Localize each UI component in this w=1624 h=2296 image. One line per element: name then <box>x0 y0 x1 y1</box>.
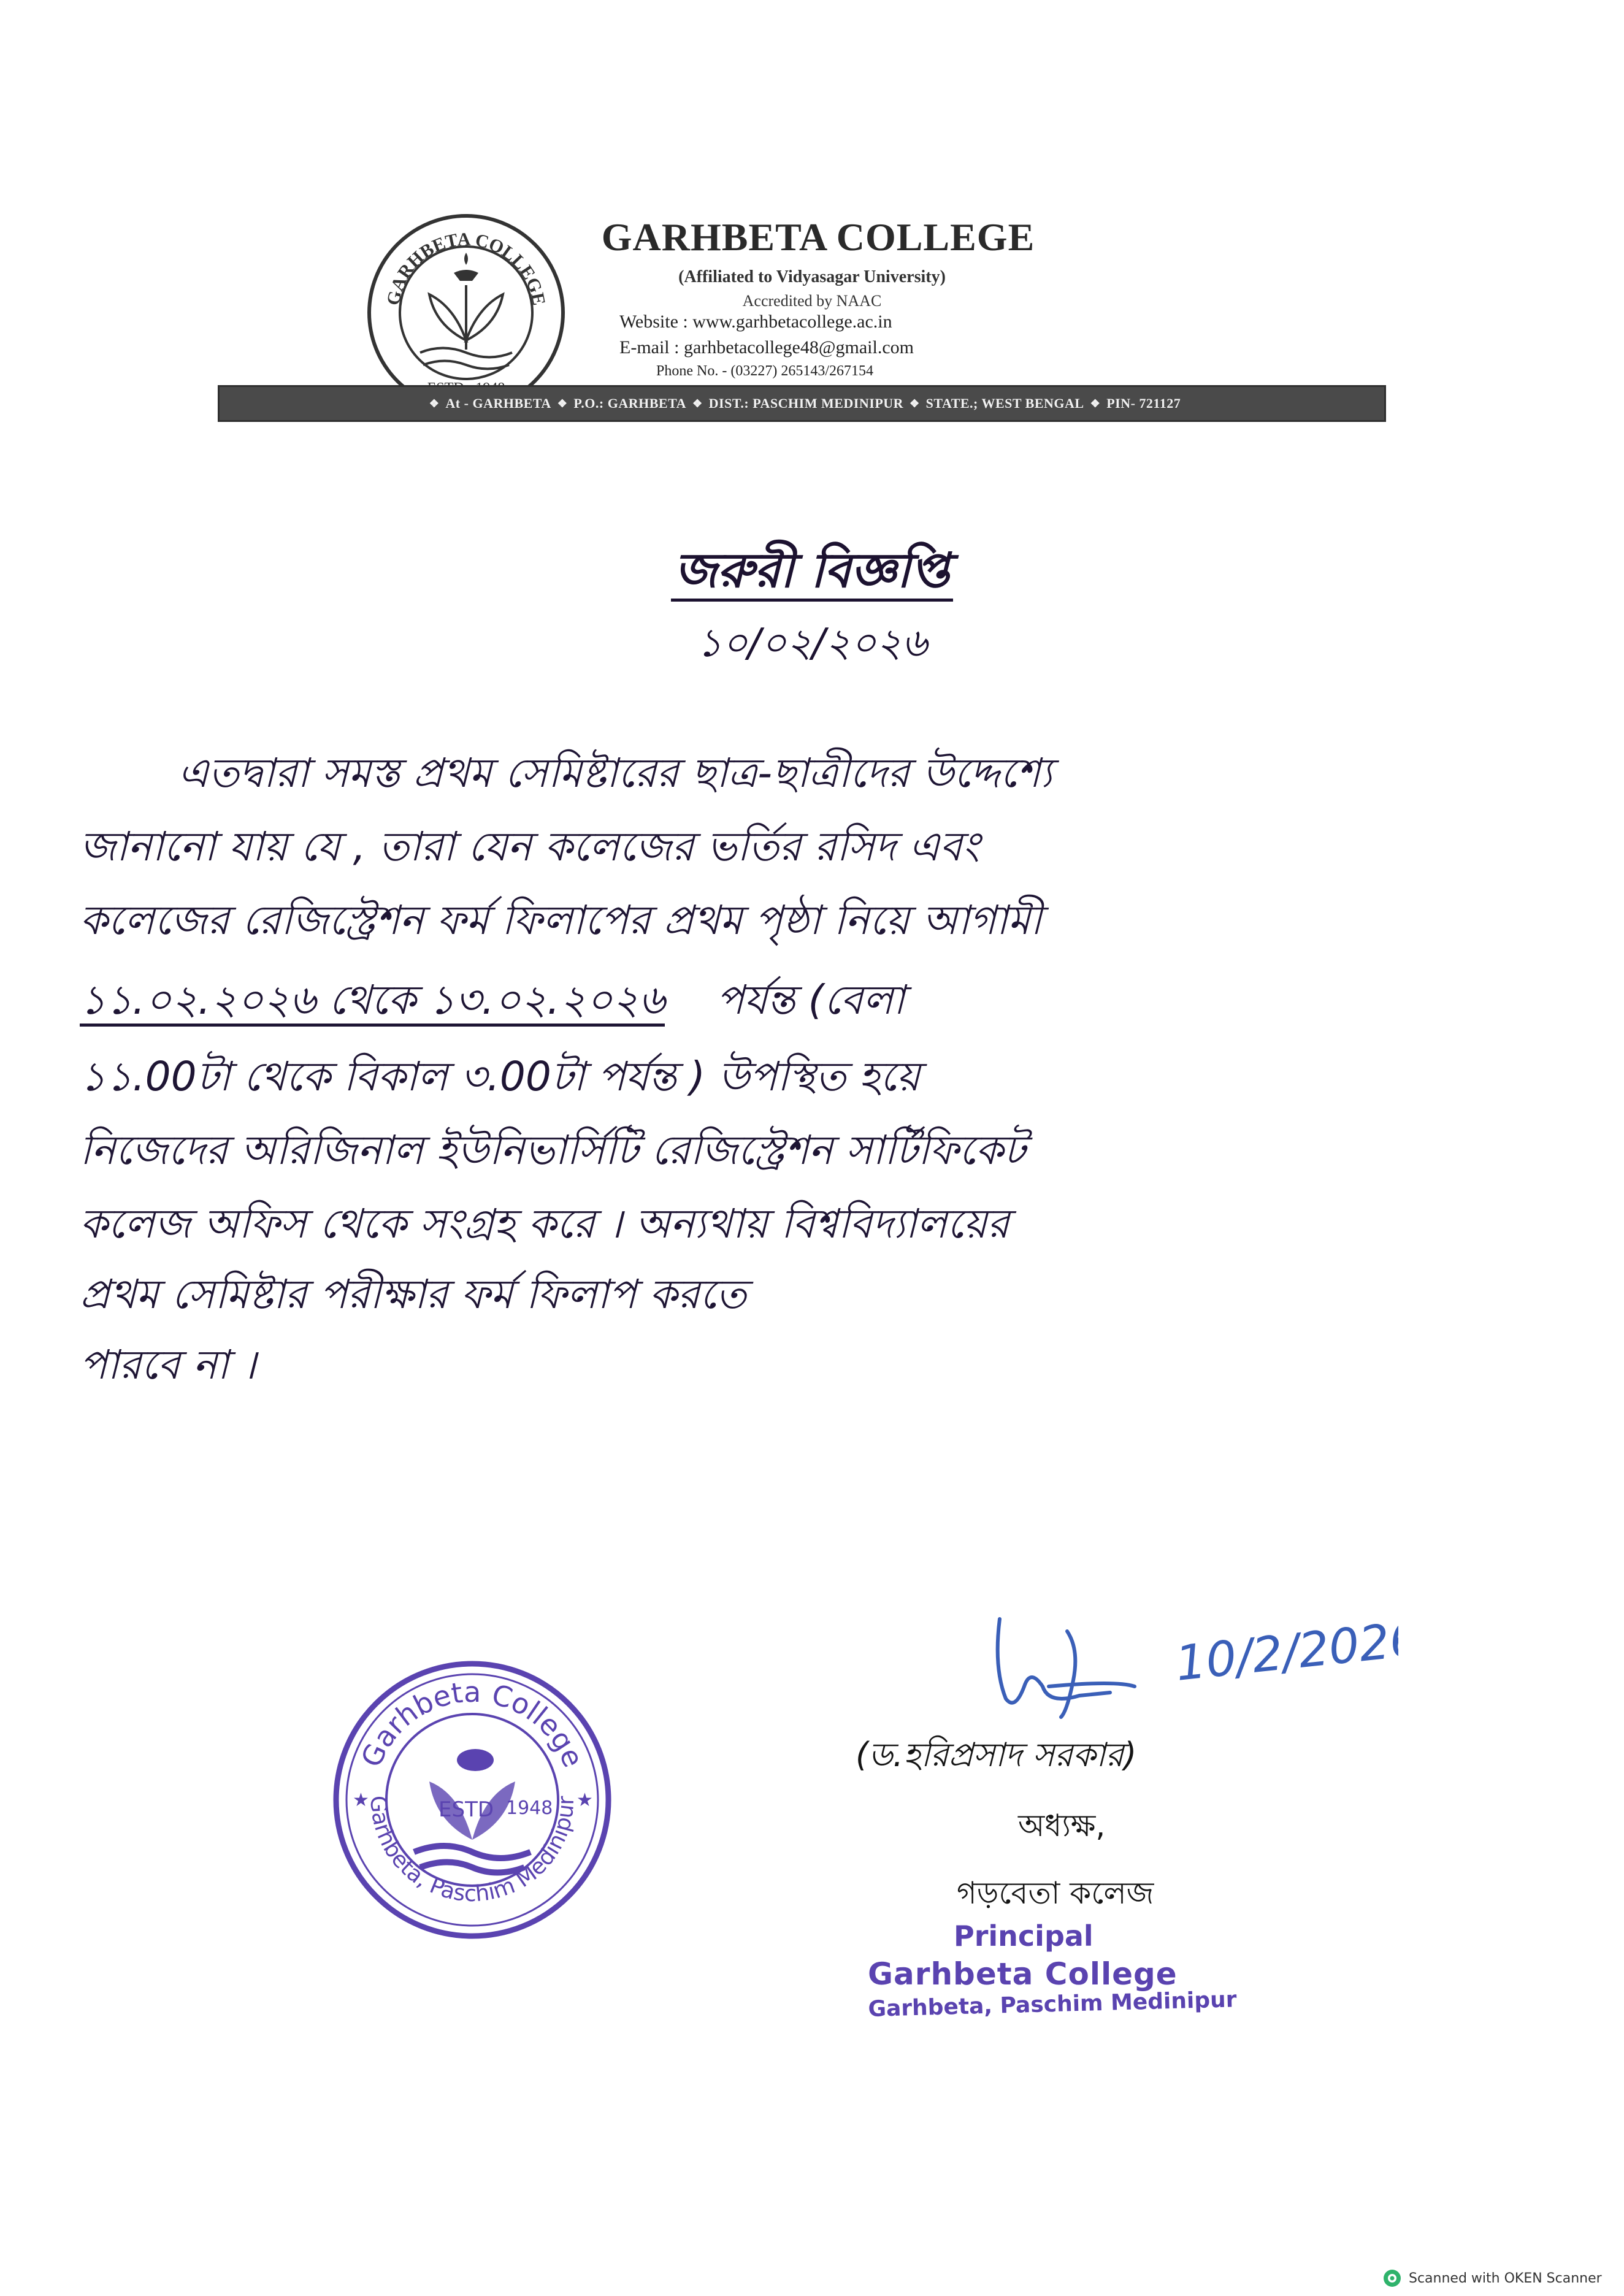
phone-row <box>656 363 873 380</box>
website-row <box>619 312 892 332</box>
date-range: ১১.০২.২০২৬ থেকে ১৩.০২.২০২৬ <box>80 976 665 1027</box>
signatory-name: (ড.হরিপ্রসাদ সরকার) <box>856 1735 1137 1774</box>
notice-body-line: এতদ্বারা সমস্ত প্রথম সেমিষ্টারের ছাত্র-ছাত্রীদের উদ্দেশ্যে <box>178 749 1052 797</box>
address-part: At - GARHBETA <box>445 396 551 411</box>
seal-estd: ESTD <box>439 1797 494 1822</box>
affiliation: (Affiliated to Vidyasagar University) <box>678 267 946 286</box>
notice-title-text: জরুরী বিজ্ঞপ্তি <box>671 543 954 602</box>
diamond-icon: ❖ <box>557 397 568 410</box>
svg-text:★: ★ <box>576 1789 593 1811</box>
email-label: E-mail : <box>619 337 680 358</box>
accreditation: Accredited by NAAC <box>742 292 882 310</box>
notice-body-line <box>80 969 905 1036</box>
college-name: GARHBETA COLLEGE <box>601 215 1035 259</box>
oken-scanner-icon <box>1383 2269 1401 2287</box>
notice-body-line: পারবে না । <box>80 1341 256 1388</box>
principal-stamp-place: Garhbeta, Paschim Medinipur <box>868 1987 1237 2022</box>
principal-stamp-college: Garhbeta College <box>868 1956 1178 1992</box>
notice-body-line: নিজেদের অরিজিনাল ইউনিভার্সিটি রেজিস্ট্রেশন সার্টিফিকেট <box>80 1127 1026 1174</box>
email-row <box>619 337 914 358</box>
notice-body-line: প্রথম সেমিষ্টার পরীক্ষার ফর্ম ফিলাপ করতে <box>80 1271 747 1318</box>
college-name-bengali: গড়বেতা কলেজ <box>957 1875 1154 1911</box>
diamond-icon: ❖ <box>429 397 440 410</box>
phone-label: Phone No. - <box>656 363 727 379</box>
diamond-icon: ❖ <box>1090 397 1101 410</box>
designation-bengali: অধ্যক্ষ, <box>1018 1808 1106 1843</box>
notice-body-line: কলেজের রেজিস্ট্রেশন ফর্ম ফিলাপের প্রথম পৃষ্ঠা নিয়ে আগামী <box>80 897 1042 944</box>
svg-text:Garhbeta College: Garhbeta College <box>354 1675 591 1772</box>
address-part: STATE.; WEST BENGAL <box>925 396 1084 411</box>
notice-body-line: ১১.00টা থেকে বিকাল ৩.00টা পর্যন্ত ) উপস্থিত হয়ে <box>80 1053 921 1100</box>
seal-year: 1948 <box>506 1797 553 1819</box>
principal-stamp-title: Principal <box>954 1919 1094 1953</box>
college-seal <box>328 1656 616 1944</box>
diamond-icon: ❖ <box>910 397 920 410</box>
website-link[interactable]: www.garhbetacollege.ac.in <box>692 312 892 332</box>
notice-date: ১০/০২/২০২৬ <box>697 621 927 666</box>
address-band <box>218 385 1386 422</box>
signature-date: 10/2/2026 <box>1173 1611 1398 1692</box>
svg-text:Garhbeta, Paschim Medinipur: Garhbeta, Paschim Medinipur <box>365 1795 580 1907</box>
website-label: Website : <box>619 312 688 332</box>
scanner-footer <box>1383 2269 1602 2287</box>
phone-number: (03227) 265143/267154 <box>730 363 873 379</box>
handwritten-signature <box>957 1594 1398 1729</box>
notice-body-text: পর্যন্ত (বেলা <box>716 976 905 1024</box>
svg-text:GARHBETA COLLEGE: GARHBETA COLLEGE <box>383 229 550 307</box>
email-link[interactable]: garhbetacollege48@gmail.com <box>683 337 914 358</box>
scanner-text: Scanned with OKEN Scanner <box>1409 2270 1602 2286</box>
diamond-icon: ❖ <box>692 397 703 410</box>
address-part: P.O.: GARHBETA <box>573 396 687 411</box>
notice-body-line: কলেজ অফিস থেকে সংগ্রহ করে । অন্যথায় বিশ্ববিদ্যালয়ের <box>80 1200 1009 1247</box>
address-part: PIN- 721127 <box>1106 396 1181 411</box>
notice-body-line: জানানো যায় যে , তারা যেন কলেজের ভর্তির রসিদ এবং <box>80 823 980 870</box>
address-part: DIST.: PASCHIM MEDINIPUR <box>708 396 904 411</box>
svg-text:★: ★ <box>353 1789 369 1811</box>
notice-title <box>0 534 1624 613</box>
